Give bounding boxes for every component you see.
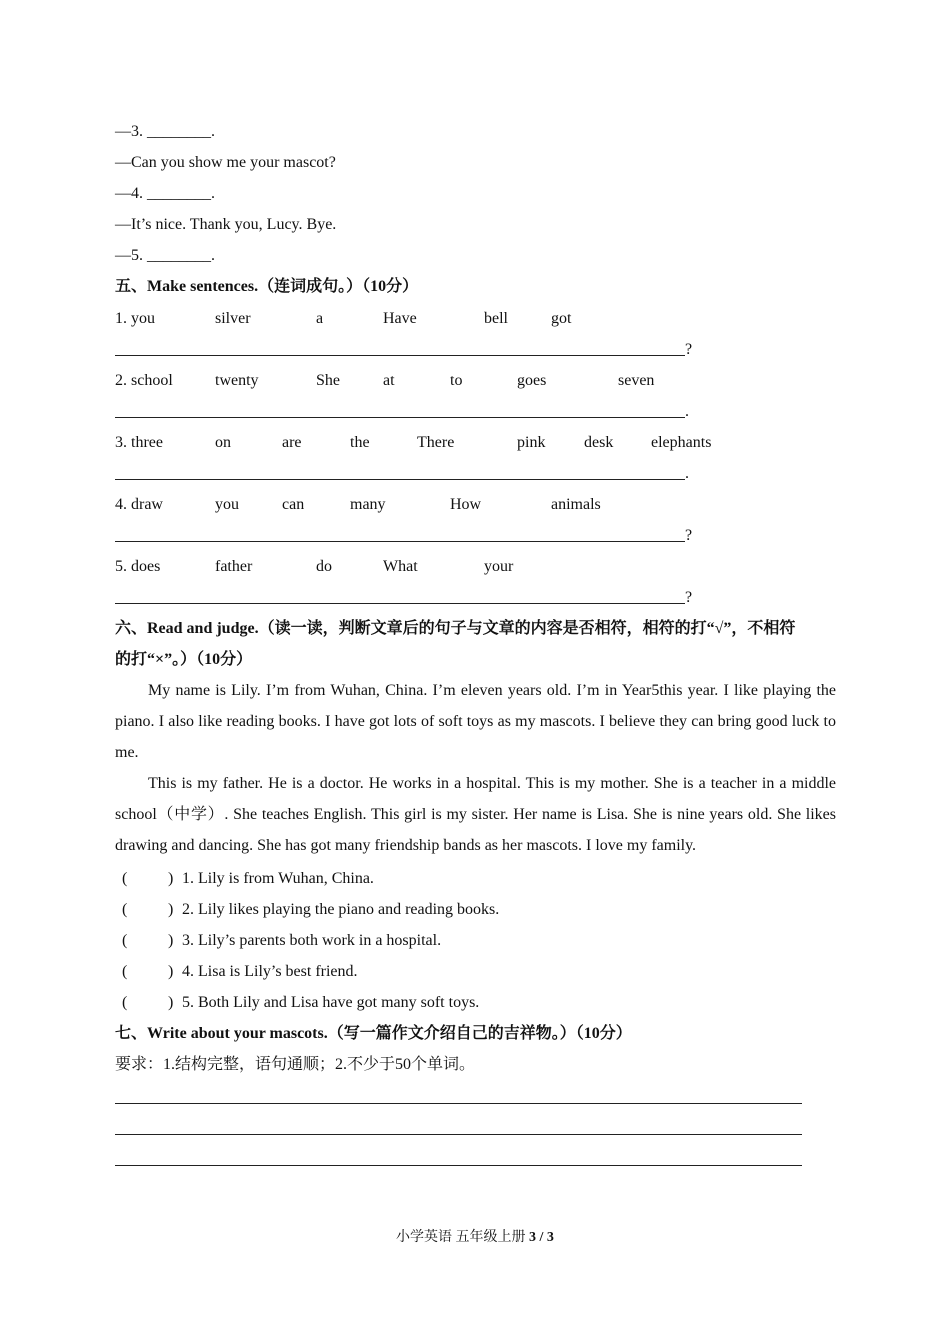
- word: the: [350, 434, 370, 451]
- footer-subject: 小学英语 五年级上册: [396, 1230, 526, 1245]
- word: your: [484, 558, 514, 575]
- answer-bracket-open: (: [122, 963, 128, 980]
- sentence-words-2: [115, 371, 835, 391]
- judge-statement: 4. Lisa is Lily’s best friend.: [182, 963, 358, 980]
- judge-item-1[interactable]: [115, 869, 615, 889]
- end-punctuation: ?: [685, 341, 693, 358]
- answer-bracket-close: ): [168, 932, 174, 949]
- word: 1. you: [115, 310, 155, 327]
- answer-bracket-close: ): [168, 901, 174, 918]
- end-punctuation: ?: [685, 527, 693, 544]
- word: to: [450, 372, 463, 389]
- word: elephants: [651, 434, 712, 451]
- answer-bracket-close: ): [168, 994, 174, 1011]
- word: can: [282, 496, 305, 513]
- sentence-words-4: [115, 495, 835, 515]
- word: How: [450, 496, 482, 513]
- dialogue-line-5: —5. ________.: [115, 247, 215, 264]
- word: on: [215, 434, 231, 451]
- word: desk: [584, 434, 614, 451]
- answer-line-4[interactable]: [115, 526, 695, 546]
- word: do: [316, 558, 332, 575]
- sentence-words-3: [115, 433, 835, 453]
- word: pink: [517, 434, 546, 451]
- writing-requirement: 要求：1.结构完整，语句通顺；2.不少于50个单词。: [115, 1056, 476, 1073]
- judge-statement: 5. Both Lily and Lisa have got many soft toys.: [182, 994, 480, 1011]
- judge-statement: 3. Lily’s parents both work in a hospital.: [182, 932, 442, 949]
- reading-paragraph-1: [115, 675, 836, 768]
- word: 5. does: [115, 558, 161, 575]
- end-punctuation: .: [685, 465, 689, 482]
- paragraph-text: My name is Lily. I’m from Wuhan, China. I’m eleven years old. I’m in Year5this year. I like playing the piano. I also like reading books. I have got lots of soft toys as my mascots. I believe they can bring good luck to me.: [115, 682, 836, 761]
- sentence-words-1: [115, 309, 835, 329]
- judge-item-5[interactable]: [115, 993, 615, 1013]
- word: father: [215, 558, 253, 575]
- word: got: [551, 310, 572, 327]
- judge-item-2[interactable]: [115, 900, 615, 920]
- answer-bracket-close: ): [168, 963, 174, 980]
- word: twenty: [215, 372, 259, 389]
- section-five-title: 五、Make sentences.（连词成句。）（10分）: [115, 278, 419, 295]
- page-footer: [0, 1226, 950, 1246]
- answer-bracket-close: ): [168, 870, 174, 887]
- word: seven: [618, 372, 655, 389]
- word: bell: [484, 310, 508, 327]
- word: many: [350, 496, 386, 513]
- word: silver: [215, 310, 251, 327]
- end-punctuation: ?: [685, 589, 693, 606]
- word: 2. school: [115, 372, 173, 389]
- answer-line-2[interactable]: [115, 402, 695, 422]
- judge-statement: 2. Lily likes playing the piano and reading books.: [182, 901, 500, 918]
- word: 4. draw: [115, 496, 163, 513]
- word: There: [417, 434, 455, 451]
- answer-line-5[interactable]: [115, 588, 695, 608]
- end-punctuation: .: [685, 403, 689, 420]
- answer-bracket-open: (: [122, 870, 128, 887]
- dialogue-line: —It’s nice. Thank you, Lucy. Bye.: [115, 216, 337, 233]
- dialogue-line: —Can you show me your mascot?: [115, 154, 336, 171]
- answer-bracket-open: (: [122, 901, 128, 918]
- judge-statement: 1. Lily is from Wuhan, China.: [182, 870, 374, 887]
- dialogue-line-4: —4. ________.: [115, 185, 215, 202]
- answer-bracket-open: (: [122, 994, 128, 1011]
- word: you: [215, 496, 239, 513]
- page-number: 3 / 3: [529, 1230, 554, 1245]
- answer-line-3[interactable]: [115, 464, 695, 484]
- word: Have: [383, 310, 417, 327]
- section-six-title-cont: 的打“×”。）（10分）: [115, 651, 253, 668]
- writing-line-3[interactable]: [115, 1165, 802, 1166]
- word: What: [383, 558, 418, 575]
- dialogue-line-3: —3. ________.: [115, 123, 215, 140]
- word: goes: [517, 372, 547, 389]
- answer-line-1[interactable]: [115, 340, 695, 360]
- word: are: [282, 434, 302, 451]
- writing-line-1[interactable]: [115, 1103, 802, 1104]
- sentence-words-5: [115, 557, 835, 577]
- word: She: [316, 372, 340, 389]
- word: animals: [551, 496, 601, 513]
- answer-bracket-open: (: [122, 932, 128, 949]
- word: at: [383, 372, 395, 389]
- word: a: [316, 310, 324, 327]
- writing-line-2[interactable]: [115, 1134, 802, 1135]
- word: 3. three: [115, 434, 163, 451]
- judge-item-4[interactable]: [115, 962, 615, 982]
- section-seven-title: 七、Write about your mascots.（写一篇作文介绍自己的吉祥物。）（10分）: [115, 1025, 632, 1042]
- section-six-title: 六、Read and judge.（读一读，判断文章后的句子与文章的内容是否相符，相符的打“√”，不相符: [115, 620, 796, 637]
- judge-item-3[interactable]: [115, 931, 615, 951]
- paragraph-text: This is my father. He is a doctor. He works in a hospital. This is my mother. She is a teacher in a middle school（中学）. She teaches English. This girl is my sister. Her name is Lisa. She is nine years old. She likes drawing and dancing. She has got many friendship bands as her mascots. I love my family.: [115, 775, 836, 854]
- reading-paragraph-2: [115, 768, 836, 861]
